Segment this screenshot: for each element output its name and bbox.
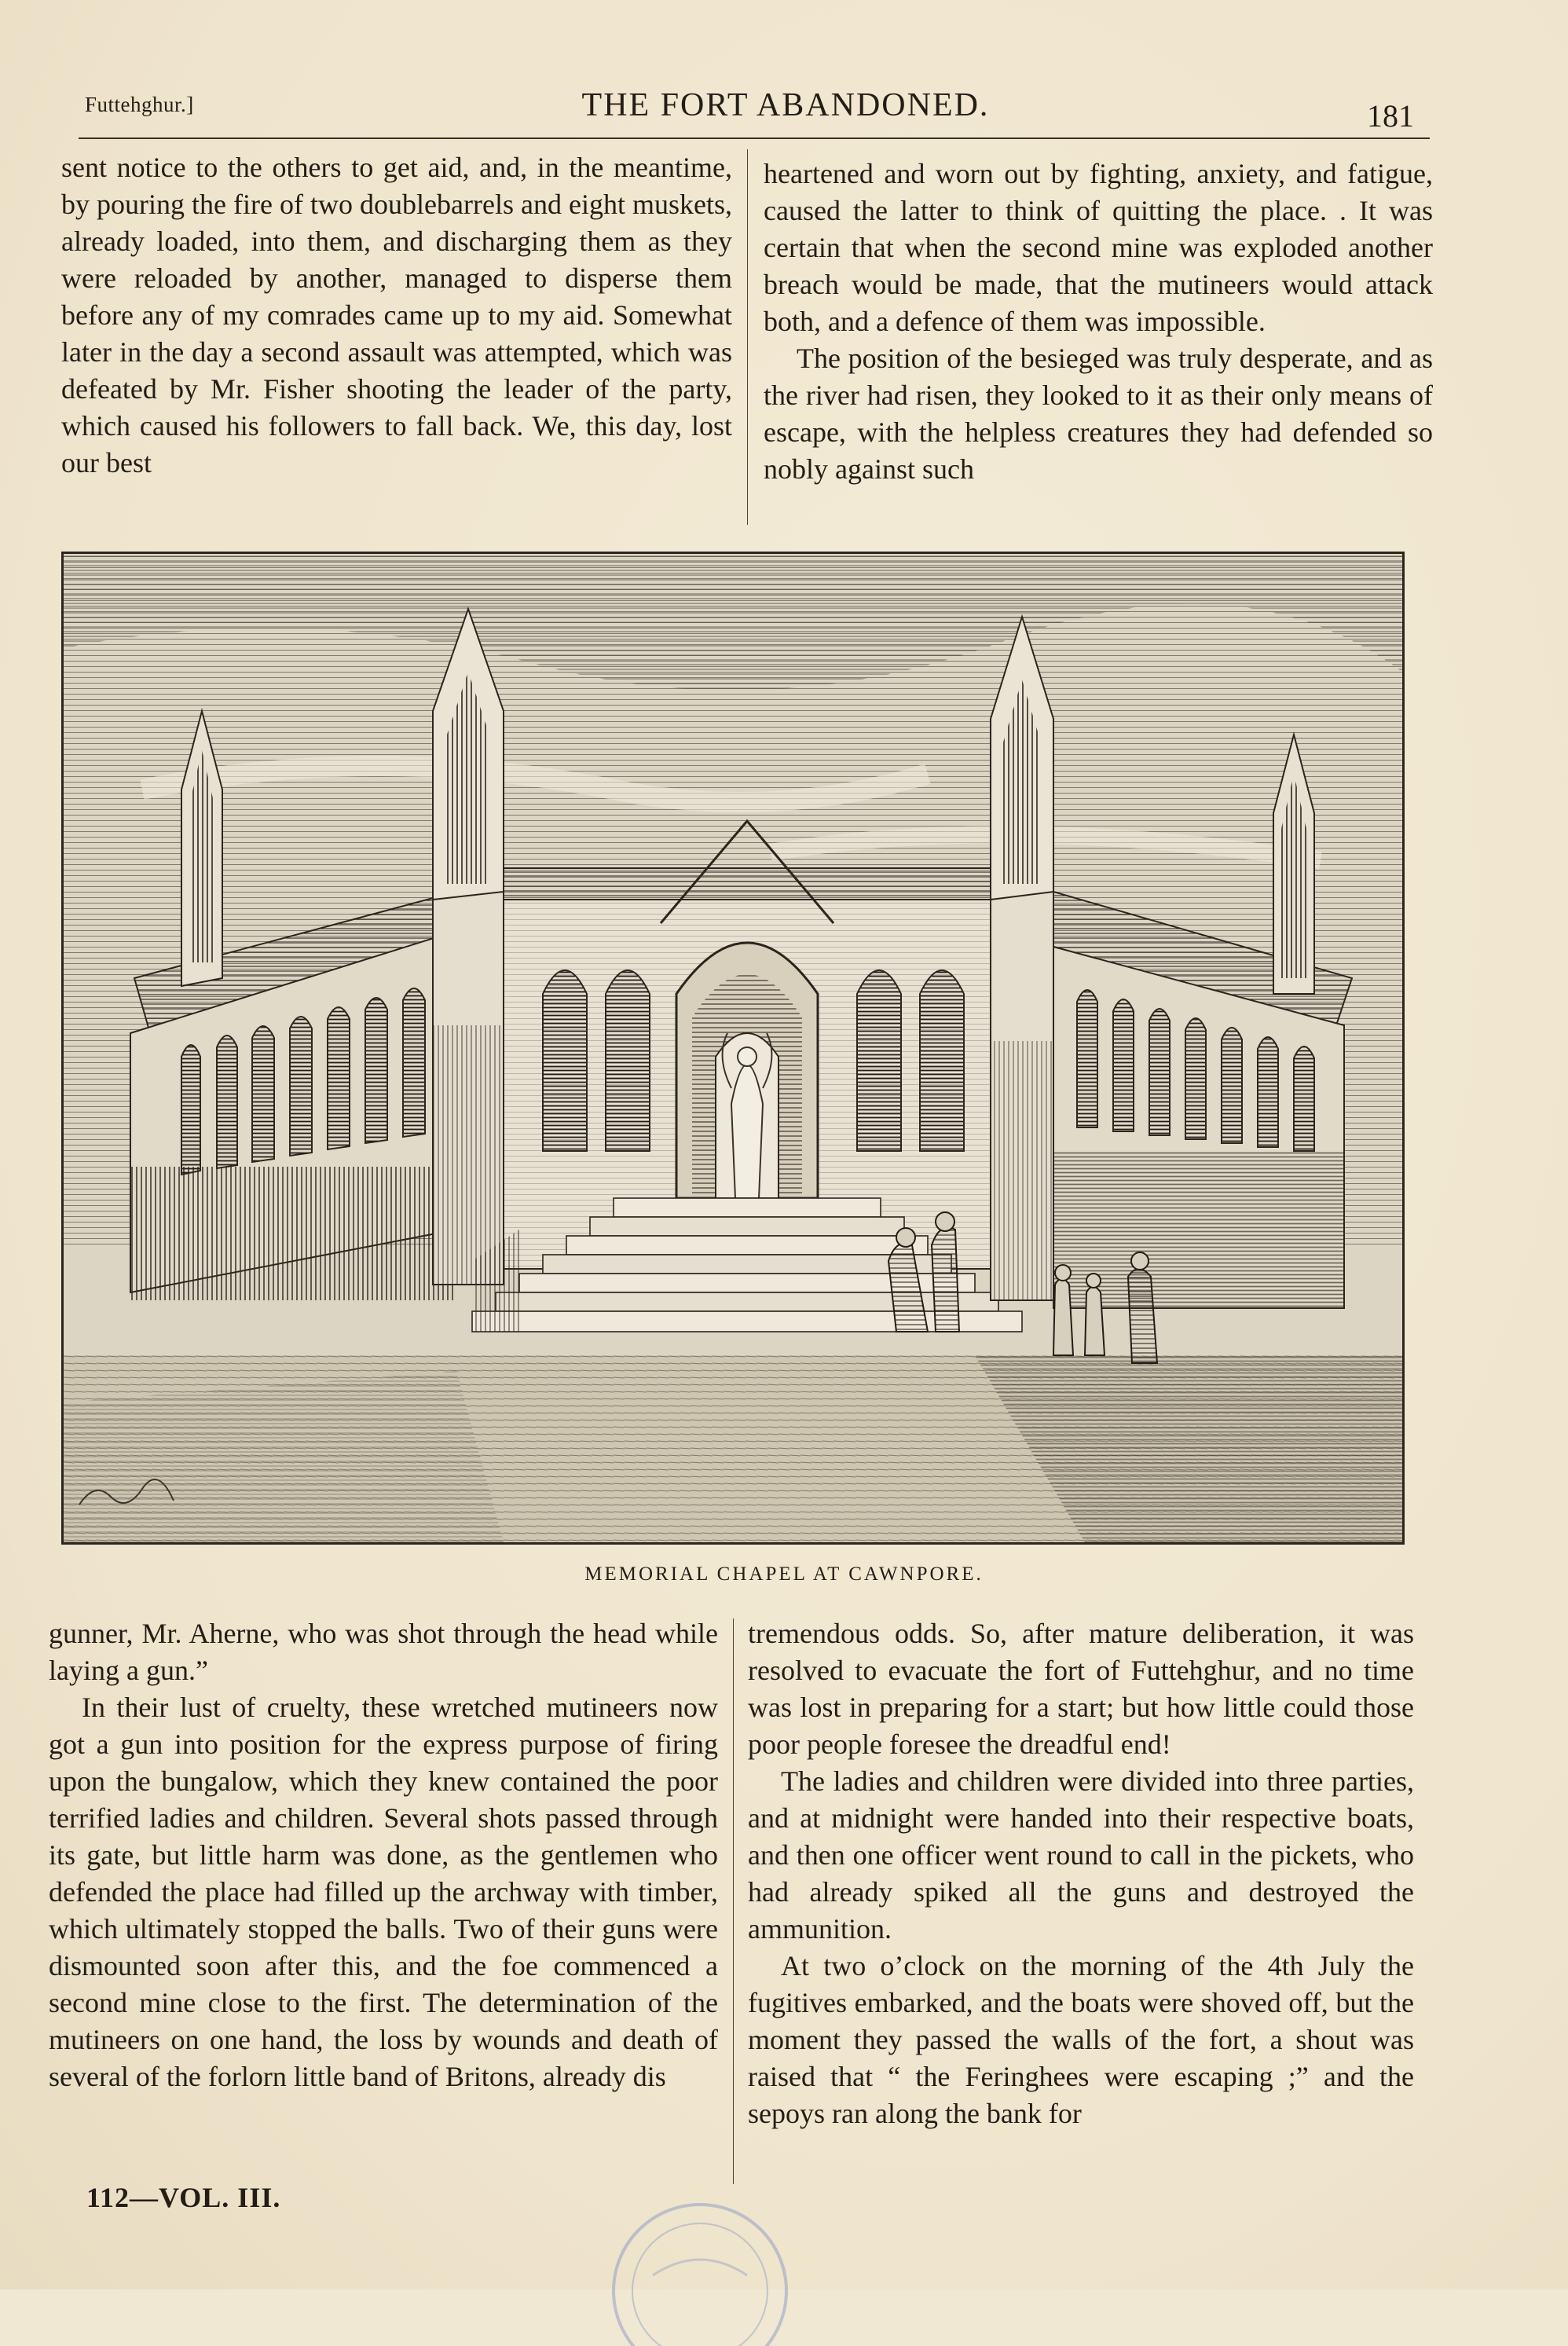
paragraph: In their lust of cruelty, these wretched mutineers now got a gun into position for the express purpose of firing upon the bungalow, which they knew contained the poor terrified ladies and children. Several shots passed through its gate, but little harm was done, as the gentlemen who defended the place had filled up the archway with timber, which ultimately stopped the balls. Two of their guns were dismounted soon after this, and the foe commenced a second mine close to the first. The determination of the mutineers on one hand, the loss by wounds and death of several of the forlorn little band of Britons, already dis xyxy=(49,1692,718,2092)
bottom-left-column xyxy=(49,1615,718,2095)
column-divider-top xyxy=(747,149,748,525)
paragraph: At two o’clock on the morning of the 4th July the fugitives embarked, and the boats were shoved off, but the moment they passed the walls of the fort, a shout was raised that “ the Feringhees were escaping ;” and the sepoys ran along the bank for xyxy=(748,1950,1414,2129)
column-divider-bottom xyxy=(733,1618,734,2184)
page-number: 181 xyxy=(1367,98,1414,134)
printer-signature-mark: 112—VOL. III. xyxy=(86,2182,281,2213)
illustration-caption: MEMORIAL CHAPEL AT CAWNPORE. xyxy=(584,1563,984,1585)
top-left-column xyxy=(61,149,732,482)
paragraph: The position of the besieged was truly desperate, and as the river had risen, they looked to it as their only means of escape, with the helpless creatures they had defended so nobly against such xyxy=(764,343,1433,485)
running-head-title: THE FORT ABANDONED. xyxy=(581,87,990,123)
library-stamp xyxy=(578,2189,822,2346)
paragraph: tremendous odds. So, after mature deliberation, it was resolved to evacuate the fort of Futtehghur, and no time was lost in preparing for a start; but how little could those poor people foresee the dreadful end! xyxy=(748,1618,1414,1760)
paragraph: sent notice to the others to get aid, and, in the meantime, by pouring the fire of two doublebarrels and eight muskets, already loaded, into them, and discharging them as they were reloaded by another, managed to disperse them before any of my comrades came up to my aid. Somewhat later in the day a second assault was attempted, which was defeated by Mr. Fisher shooting the leader of the party, which caused his followers to fall back. We, this day, lost our best xyxy=(61,152,732,478)
running-head-location: Futtehghur.] xyxy=(85,93,194,116)
paragraph: The ladies and children were divided into three parties, and at midnight were handed into their respective boats, and then one officer went round to call in the pickets, who had already spiked all the guns and destroyed the ammunition. xyxy=(748,1765,1414,1945)
header-rule xyxy=(79,137,1430,139)
bottom-right-column xyxy=(748,1615,1414,2132)
memorial-chapel-engraving xyxy=(61,552,1405,1545)
top-right-column xyxy=(764,156,1433,488)
paragraph: heartened and worn out by fighting, anxiety, and fatigue, caused the latter to think of quitting the place. . It was certain that when the second mine was exploded another breach would be made, that the mutineers would attack both, and a defence of them was impossible. xyxy=(764,158,1433,337)
paragraph: gunner, Mr. Aherne, who was shot through the head while laying a gun.” xyxy=(49,1618,718,1686)
